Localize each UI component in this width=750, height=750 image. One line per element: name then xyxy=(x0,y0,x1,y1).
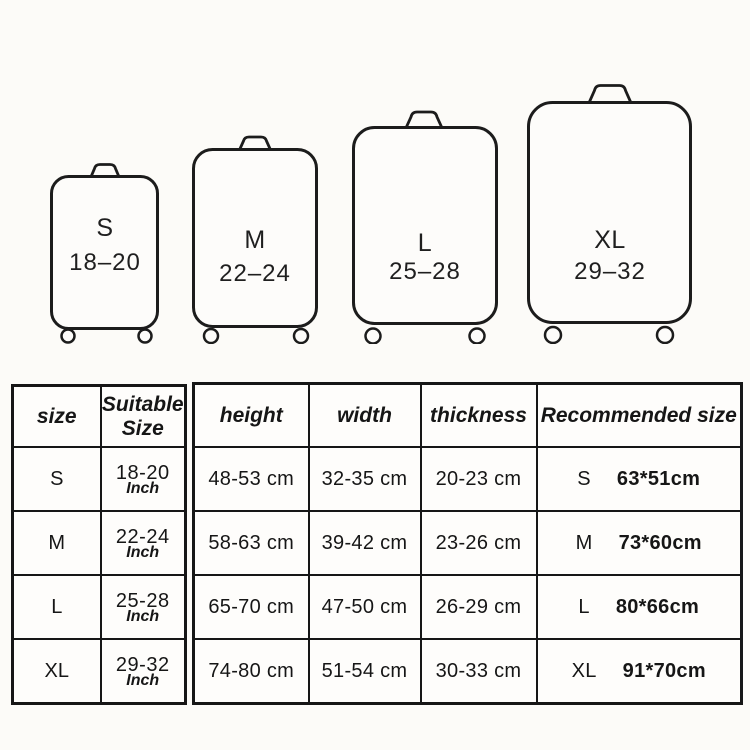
inch-unit: Inch xyxy=(126,671,160,689)
height-column-header: height xyxy=(194,384,309,448)
size-cell: M xyxy=(13,511,101,575)
size-cell: XL xyxy=(13,639,101,704)
recommended-size-dimensions: 63*51cm xyxy=(616,467,701,490)
size-table-header-row xyxy=(13,386,186,448)
inch-unit: Inch xyxy=(126,479,160,497)
size-column-header: size xyxy=(13,386,101,448)
recommended-size-letter: L xyxy=(578,595,590,618)
suitcase-s-labels xyxy=(44,214,166,276)
suitable-size-cell xyxy=(101,511,186,575)
recommended-size-cell xyxy=(537,575,742,639)
height-cell: 58-63 cm xyxy=(194,511,309,575)
thickness-column-header: thickness xyxy=(421,384,537,448)
suitcase-s-illustration xyxy=(44,160,166,346)
inch-unit: Inch xyxy=(126,543,160,561)
suitcase-xl-labels xyxy=(521,226,699,285)
dimension-table-row-xl xyxy=(194,639,742,704)
size-cell: L xyxy=(13,575,101,639)
suitcase-s-range-label: 18–20 xyxy=(69,249,141,276)
recommended-size-letter: M xyxy=(575,531,593,554)
size-table-row-xl xyxy=(13,639,186,704)
recommended-size-dimensions: 91*70cm xyxy=(622,659,706,682)
thickness-cell: 23-26 cm xyxy=(421,511,537,575)
recommended-size-letter: XL xyxy=(571,659,597,682)
inch-range: 29-32 xyxy=(115,653,170,676)
inch-range: 22-24 xyxy=(115,525,170,548)
size-table-row-s xyxy=(13,447,186,511)
recommended-size-cell xyxy=(537,447,742,511)
suitcase-xl-range-label: 29–32 xyxy=(574,258,646,285)
width-column-header: width xyxy=(309,384,421,448)
width-cell: 39-42 cm xyxy=(309,511,421,575)
width-cell: 47-50 cm xyxy=(309,575,421,639)
suitcase-m-labels xyxy=(186,226,324,287)
size-table xyxy=(11,384,187,705)
suitcase-m-size-label: M xyxy=(244,226,266,254)
recommended-size-dimensions: 80*66cm xyxy=(615,595,700,618)
recommended-size-cell xyxy=(537,511,742,575)
recommended-size-column-header: Recommended size xyxy=(537,384,742,448)
thickness-cell: 30-33 cm xyxy=(421,639,537,704)
recommended-size-dimensions: 73*60cm xyxy=(618,531,702,554)
suitcase-l-illustration xyxy=(346,108,504,344)
suitcase-s-size-label: S xyxy=(96,214,114,242)
size-cell: S xyxy=(13,447,101,511)
size-table-row-l xyxy=(13,575,186,639)
width-cell: 51-54 cm xyxy=(309,639,421,704)
dimension-table-row-s xyxy=(194,447,742,511)
suitcase-xl-illustration xyxy=(521,81,699,344)
suitable-size-column-header: Suitable Size xyxy=(101,386,186,448)
height-cell: 65-70 cm xyxy=(194,575,309,639)
recommended-size-cell xyxy=(537,639,742,704)
dimension-table xyxy=(192,382,743,705)
size-table-row-m xyxy=(13,511,186,575)
inch-range: 25-28 xyxy=(115,589,170,612)
recommended-size-letter: S xyxy=(577,467,591,490)
dimension-table-row-l xyxy=(194,575,742,639)
suitcase-m-range-label: 22–24 xyxy=(219,260,291,287)
suitable-size-cell xyxy=(101,447,186,511)
suitable-size-cell xyxy=(101,639,186,704)
width-cell: 32-35 cm xyxy=(309,447,421,511)
suitcase-l-icon xyxy=(346,108,504,344)
suitcase-xl-size-label: XL xyxy=(594,226,626,254)
dimension-table-header-row xyxy=(194,384,742,448)
suitcase-xl-icon xyxy=(521,81,699,344)
suitcase-l-size-label: L xyxy=(417,229,433,257)
suitcase-m-illustration xyxy=(186,132,324,344)
suitable-size-cell xyxy=(101,575,186,639)
height-cell: 74-80 cm xyxy=(194,639,309,704)
dimension-table-row-m xyxy=(194,511,742,575)
suitcase-l-range-label: 25–28 xyxy=(389,258,461,285)
inch-range: 18-20 xyxy=(115,461,170,484)
inch-unit: Inch xyxy=(126,607,160,625)
height-cell: 48-53 cm xyxy=(194,447,309,511)
thickness-cell: 20-23 cm xyxy=(421,447,537,511)
suitcase-l-labels xyxy=(346,229,504,285)
thickness-cell: 26-29 cm xyxy=(421,575,537,639)
